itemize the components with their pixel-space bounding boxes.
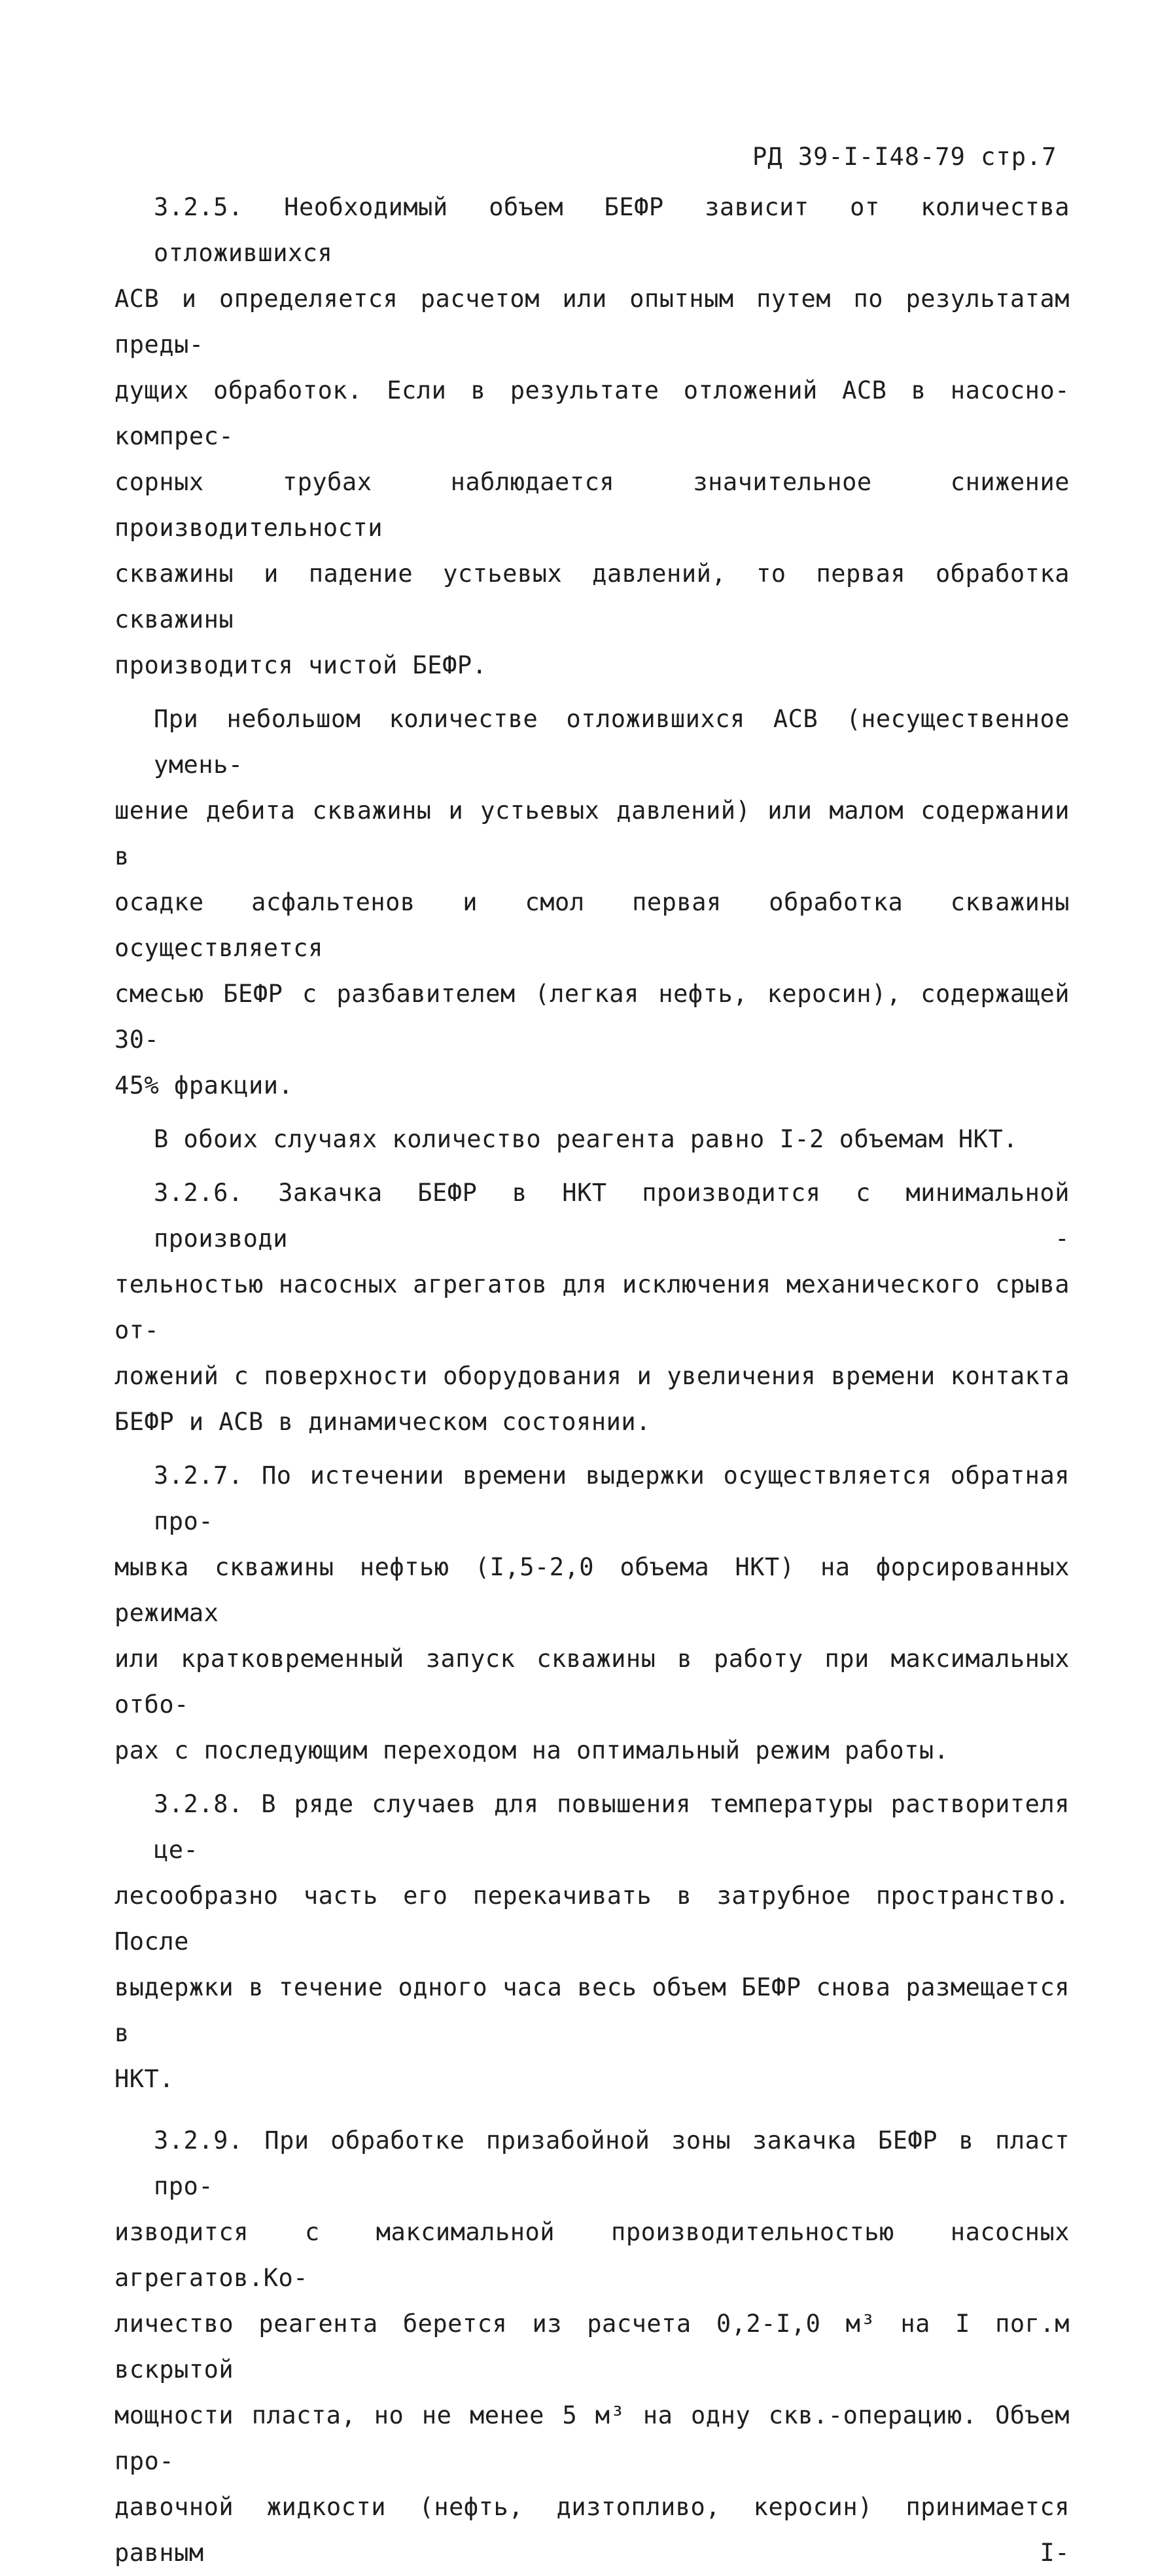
- text-line: ложений с поверхности оборудования и увеличения времени контакта: [114, 1362, 1070, 1390]
- text-line: 3.2.8. В ряде случаев для повышения температуры растворителя це-: [154, 1790, 1070, 1864]
- text-line: сорных трубах наблюдается значительное снижение производительности: [114, 468, 1070, 542]
- text-line: мощности пласта, но не менее 5 м³ на одну скв.-операцию. Объем про-: [114, 2401, 1070, 2475]
- paragraph-3-2-5: [114, 185, 1070, 689]
- text-line: НКТ.: [114, 2065, 175, 2093]
- text-line: производится чистой БЕФР.: [114, 651, 487, 679]
- text-line: смесью БЕФР с разбавителем (легкая нефть, керосин), содержащей 30-: [114, 980, 1070, 1054]
- paragraph-both-cases: [114, 1117, 1070, 1162]
- text-line: или кратковременный запуск скважины в работу при максимальных отбо-: [114, 1645, 1070, 1719]
- text-line: мывка скважины нефтью (I,5-2,0 объема НКТ) на форсированных режимах: [114, 1553, 1070, 1627]
- text-line: БЕФР и АСВ в динамическом состоянии.: [114, 1408, 651, 1436]
- paragraph-3-2-8: [114, 1781, 1070, 2102]
- text-line: шение дебита скважины и устьевых давлений) или малом содержании в: [114, 796, 1070, 870]
- text-line: 45% фракции.: [114, 1071, 294, 1100]
- paragraph-3-2-6: [114, 1170, 1070, 1445]
- document-reference-header: РД 39-I-I48-79 стр.7: [752, 143, 1057, 171]
- text-line: выдержки в течение одного часа весь объем БЕФР снова размещается в: [114, 1973, 1070, 2047]
- text-line: рах с последующим переходом на оптимальный режим работы.: [114, 1736, 949, 1764]
- text-line: тельностью насосных агрегатов для исключения механического срыва от-: [114, 1270, 1070, 1344]
- text-line: В обоих случаях количество реагента равно I-2 объемам НКТ.: [154, 1125, 1019, 1153]
- text-line: дущих обработок. Если в результате отложений АСВ в насосно-компрес-: [114, 376, 1070, 450]
- text-line: изводится с максимальной производительностью насосных агрегатов.Ко-: [114, 2218, 1070, 2292]
- text-line: личество реагента берется из расчета 0,2-I,0 м³ на I пог.м вскрытой: [114, 2310, 1070, 2384]
- paragraph-3-2-9: [114, 2118, 1070, 2576]
- text-line: осадке асфальтенов и смол первая обработка скважины осуществляется: [114, 888, 1070, 962]
- text-line: АСВ и определяется расчетом или опытным путем по результатам преды-: [114, 285, 1070, 359]
- text-line: 3.2.7. По истечении времени выдержки осуществляется обратная про-: [154, 1461, 1070, 1535]
- text-line: 3.2.9. При обработке призабойной зоны закачка БЕФР в пласт про-: [154, 2126, 1070, 2200]
- text-line: При небольшом количестве отложившихся АСВ (несущественное умень-: [154, 705, 1070, 779]
- paragraph-3-2-7: [114, 1453, 1070, 1774]
- paragraph-small-amount: [114, 696, 1070, 1109]
- text-line: лесообразно часть его перекачивать в затрубное пространство. После: [114, 1882, 1070, 1956]
- text-line: скважины и падение устьевых давлений, то первая обработка скважины: [114, 560, 1070, 634]
- text-line: 3.2.6. Закачка БЕФР в НКТ производится с минимальной производи -: [154, 1179, 1070, 1253]
- document-body: [114, 185, 1070, 2576]
- text-line: давочной жидкости (нефть, дизтопливо, керосин) принимается равным I-: [114, 2493, 1070, 2567]
- text-line: 3.2.5. Необходимый объем БЕФР зависит от количества отложившихся: [154, 193, 1070, 267]
